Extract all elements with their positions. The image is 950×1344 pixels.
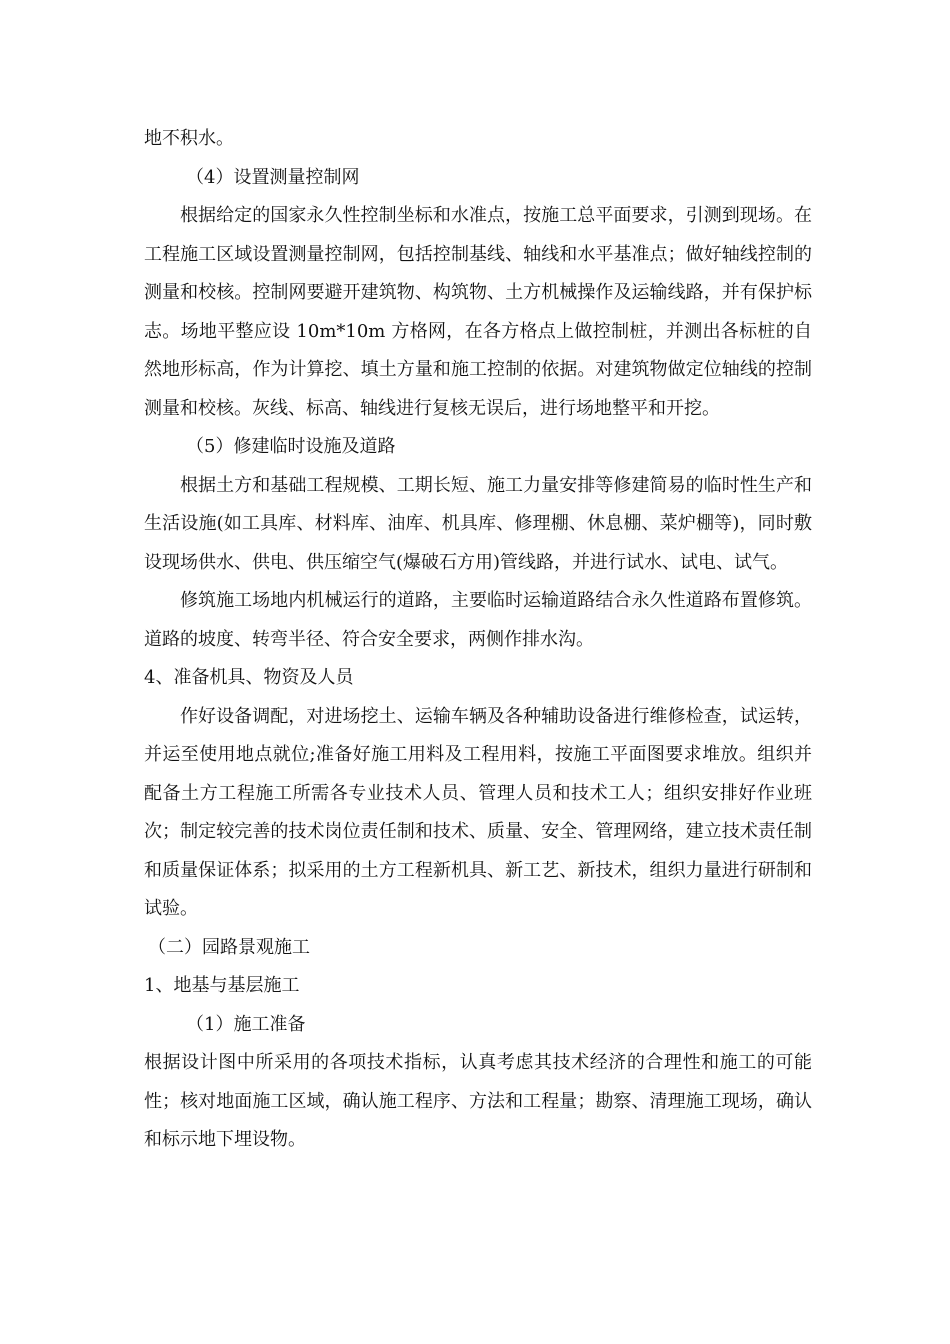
- subheading-survey-control-network: （4）设置测量控制网: [186, 166, 360, 188]
- subheading-construction-preparation: （1）施工准备: [186, 1013, 306, 1035]
- document-page: [144, 120, 812, 1160]
- heading-foundation-base: 1、地基与基层施工: [144, 975, 300, 996]
- paragraph-temporary-facilities: 根据土方和基础工程规模、工期长短、施工力量安排等修建简易的临时性生产和生活设施(如工具库、材料库、油库、机具库、修理棚、休息棚、菜炉棚等)，同时敷设现场供水、供电、供压缩空气(爆破石方用)管线路，并进行试水、试电、试气。: [144, 474, 812, 573]
- paragraph-site-roads: 修筑施工场地内机械运行的道路，主要临时运输道路结合永久性道路布置修筑。道路的坡度、转弯半径、符合安全要求，两侧作排水沟。: [144, 590, 812, 650]
- section-heading-garden-path: （二）园路景观施工: [148, 936, 310, 958]
- paragraph-survey-control: 根据给定的国家永久性控制坐标和水准点，按施工总平面要求，引测到现场。在工程施工区域设置测量控制网，包括控制基线、轴线和水平基准点；做好轴线控制的测量和校核。控制网要避开建筑物、构筑物、土方机械操作及运输线路，并有保护标志。场地平整应设 10m*10m 方格网，在各方格点上做控制桩，并测出各标桩的自然地形标高，作为计算挖、填土方量和施工控制的依据。对建筑物做定位轴线的控制测量和校核。灰线、标高、轴线进行复核无误后，进行场地整平和开挖。: [144, 205, 812, 419]
- paragraph-equipment-personnel: 作好设备调配，对进场挖土、运输车辆及各种辅助设备进行维修检查，试运转，并运至使用地点就位;准备好施工用料及工程用料，按施工平面图要求堆放。组织并配备土方工程施工所需各专业技术人员、管理人员和技术工人；组织安排好作业班次；制定较完善的技术岗位责任制和技术、质量、安全、管理网络，建立技术责任制和质量保证体系；拟采用的土方工程新机具、新工艺、新技术，组织力量进行研制和试验。: [144, 705, 812, 919]
- subheading-temporary-facilities: （5）修建临时设施及道路: [186, 436, 396, 457]
- paragraph-construction-preparation: 根据设计图中所采用的各项技术指标，认真考虑其技术经济的合理性和施工的可能性；核对地面施工区域，确认施工程序、方法和工程量；勘察、清理施工现场，确认和标示地下埋设物。: [144, 1052, 812, 1150]
- paragraph-continuation: 地不积水。: [144, 128, 234, 149]
- heading-prepare-equipment: 4、准备机具、物资及人员: [144, 667, 354, 688]
